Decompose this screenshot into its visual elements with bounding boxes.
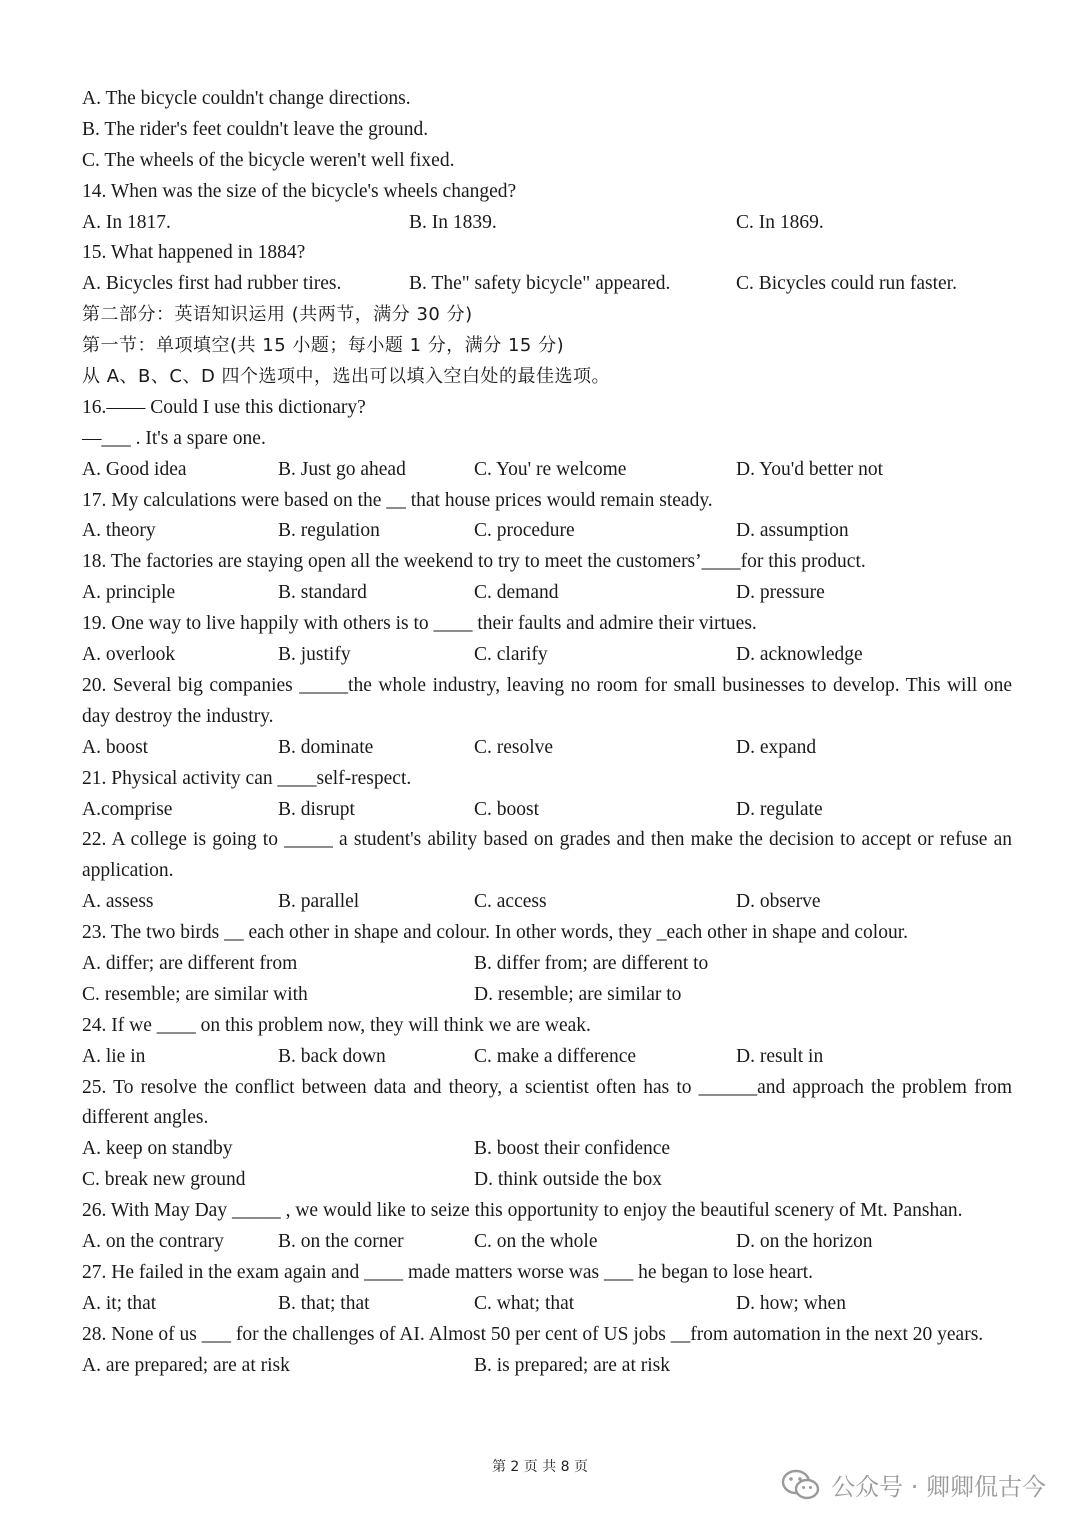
section-heading: 第二部分：英语知识运用 (共两节，满分 30 分) <box>82 304 473 326</box>
options-row <box>82 1134 1012 1165</box>
options-row <box>82 1227 1012 1258</box>
option-text: D. assumption <box>736 520 849 542</box>
option-text: D. acknowledge <box>736 644 863 666</box>
option-text: C. make a difference <box>474 1045 637 1067</box>
option-text: B. regulation <box>278 520 380 542</box>
option-text: C. You' re welcome <box>474 458 627 480</box>
question-text: 27. He failed in the exam again and ____ made matters worse was ___ he began to lose heart. <box>82 1261 814 1283</box>
question-text: 28. None of us ___ for the challenges of AI. Almost 50 per cent of US jobs __from automation in the next 20 years. <box>82 1323 984 1345</box>
options-row <box>82 1351 1012 1382</box>
question-text: 26. With May Day _____ , we would like to seize this opportunity to enjoy the beautiful scenery of Mt. Panshan. <box>82 1200 963 1222</box>
option-text: D. observe <box>736 891 821 913</box>
watermark-label: 公众号 · 卿卿侃古今 <box>831 1473 1046 1501</box>
options-row <box>82 887 1012 918</box>
option-text: A. overlook <box>82 644 176 666</box>
question-text: 18. The factories are staying open all the weekend to try to meet the customers’____for this product. <box>82 551 866 573</box>
question-text: 24. If we ____ on this problem now, they will think we are weak. <box>82 1014 591 1036</box>
option-text: A. it; that <box>82 1292 157 1314</box>
option-text: B. The" safety bicycle" appeared. <box>409 273 671 295</box>
page-number: 第 2 页 共 8 页 <box>491 1459 589 1475</box>
options-row <box>82 208 1012 239</box>
option-text: A. boost <box>82 736 149 758</box>
option-text: D. resemble; are similar to <box>474 983 682 1005</box>
option-text: D. how; when <box>736 1292 846 1314</box>
option-text: C. resemble; are similar with <box>82 983 308 1005</box>
option-text: B. Just go ahead <box>278 458 406 480</box>
options-row <box>82 1165 1012 1196</box>
section-heading: 从 A、B、C、D 四个选项中，选出可以填入空白处的最佳选项。 <box>82 366 611 388</box>
question-text: —___ . It's a spare one. <box>82 427 266 449</box>
option-text: D. regulate <box>736 798 823 820</box>
options-row <box>82 1289 1012 1320</box>
option-text: B. back down <box>278 1045 386 1067</box>
option-text: B. boost their confidence <box>474 1138 671 1160</box>
option-text: A. principle <box>82 582 176 604</box>
question-text: 25. To resolve the conflict between data and theory, a scientist often has to ______and approach the problem from different angles. <box>82 1076 1012 1129</box>
option-text: C. break new ground <box>82 1169 246 1191</box>
section-heading: 第一节：单项填空(共 15 小题；每小题 1 分，满分 15 分) <box>82 335 565 357</box>
options-row <box>82 640 1012 671</box>
options-row <box>82 980 1012 1011</box>
question-text: 14. When was the size of the bicycle's wheels changed? <box>82 180 517 202</box>
option-text: D. expand <box>736 736 817 758</box>
option-text: C. boost <box>474 798 540 820</box>
option-text: B. dominate <box>278 736 374 758</box>
option-text: A. assess <box>82 891 154 913</box>
question-text: 15. What happened in 1884? <box>82 242 306 264</box>
option-text: B. In 1839. <box>409 211 497 233</box>
option-text: A. differ; are different from <box>82 953 298 974</box>
exam-page-body <box>82 84 1012 1382</box>
option-text: B. standard <box>278 582 367 604</box>
option-text: C. on the whole <box>474 1231 598 1253</box>
option-text: A. In 1817. <box>82 211 171 233</box>
option-text: D. result in <box>736 1045 824 1067</box>
question-text: 19. One way to live happily with others is to ____ their faults and admire their virtues. <box>82 613 757 635</box>
question-text: 17. My calculations were based on the __ that house prices would remain steady. <box>82 489 713 511</box>
option-text: B. is prepared; are at risk <box>474 1354 671 1376</box>
option-text: C. Bicycles could run faster. <box>736 273 957 295</box>
question-text: 23. The two birds __ each other in shape and colour. In other words, they _each other in shape and colour. <box>82 922 908 944</box>
option-text: C. procedure <box>474 520 575 542</box>
option-text: A. theory <box>82 520 156 542</box>
question-text: B. The rider's feet couldn't leave the ground. <box>82 118 429 140</box>
option-text: A. Bicycles first had rubber tires. <box>82 273 342 295</box>
question-text: C. The wheels of the bicycle weren't well fixed. <box>82 149 455 171</box>
option-text: C. access <box>474 891 547 913</box>
options-row <box>82 795 1012 826</box>
question-text: 21. Physical activity can ____self-respect. <box>82 767 412 789</box>
options-row <box>82 578 1012 609</box>
option-text: A. Good idea <box>82 458 187 480</box>
option-text: C. resolve <box>474 736 554 758</box>
options-row <box>82 516 1012 547</box>
watermark <box>781 1467 1046 1502</box>
option-text: C. what; that <box>474 1292 575 1314</box>
option-text: B. disrupt <box>278 798 355 820</box>
option-text: C. demand <box>474 582 559 604</box>
option-text: B. that; that <box>278 1292 370 1314</box>
option-text: C. clarify <box>474 644 548 666</box>
option-text: A. keep on standby <box>82 1138 233 1160</box>
option-text: A. lie in <box>82 1045 146 1067</box>
option-text: D. pressure <box>736 582 825 604</box>
options-row <box>82 1042 1012 1073</box>
question-text: A. The bicycle couldn't change directions. <box>82 88 411 109</box>
question-text: 20. Several big companies _____the whole industry, leaving no room for small businesses to develop. This will one day destroy the industry. <box>82 674 1012 727</box>
options-row <box>82 455 1012 486</box>
options-row <box>82 949 1012 980</box>
option-text: B. parallel <box>278 891 360 913</box>
option-text: D. think outside the box <box>474 1169 662 1191</box>
option-text: D. You'd better not <box>736 458 884 480</box>
option-text: B. justify <box>278 644 351 666</box>
options-row <box>82 269 1012 300</box>
wechat-icon <box>781 1468 821 1502</box>
option-text: A. on the contrary <box>82 1231 224 1253</box>
option-text: A. are prepared; are at risk <box>82 1354 290 1376</box>
question-text: 16.—— Could I use this dictionary? <box>82 396 366 418</box>
options-row <box>82 733 1012 764</box>
option-text: C. In 1869. <box>736 211 824 233</box>
option-text: B. differ from; are different to <box>474 953 709 974</box>
option-text: B. on the corner <box>278 1231 404 1253</box>
question-text: 22. A college is going to _____ a student's ability based on grades and then make the decision to accept or refuse an application. <box>82 829 1012 882</box>
option-text: D. on the horizon <box>736 1231 873 1253</box>
option-text: A.comprise <box>82 798 173 820</box>
